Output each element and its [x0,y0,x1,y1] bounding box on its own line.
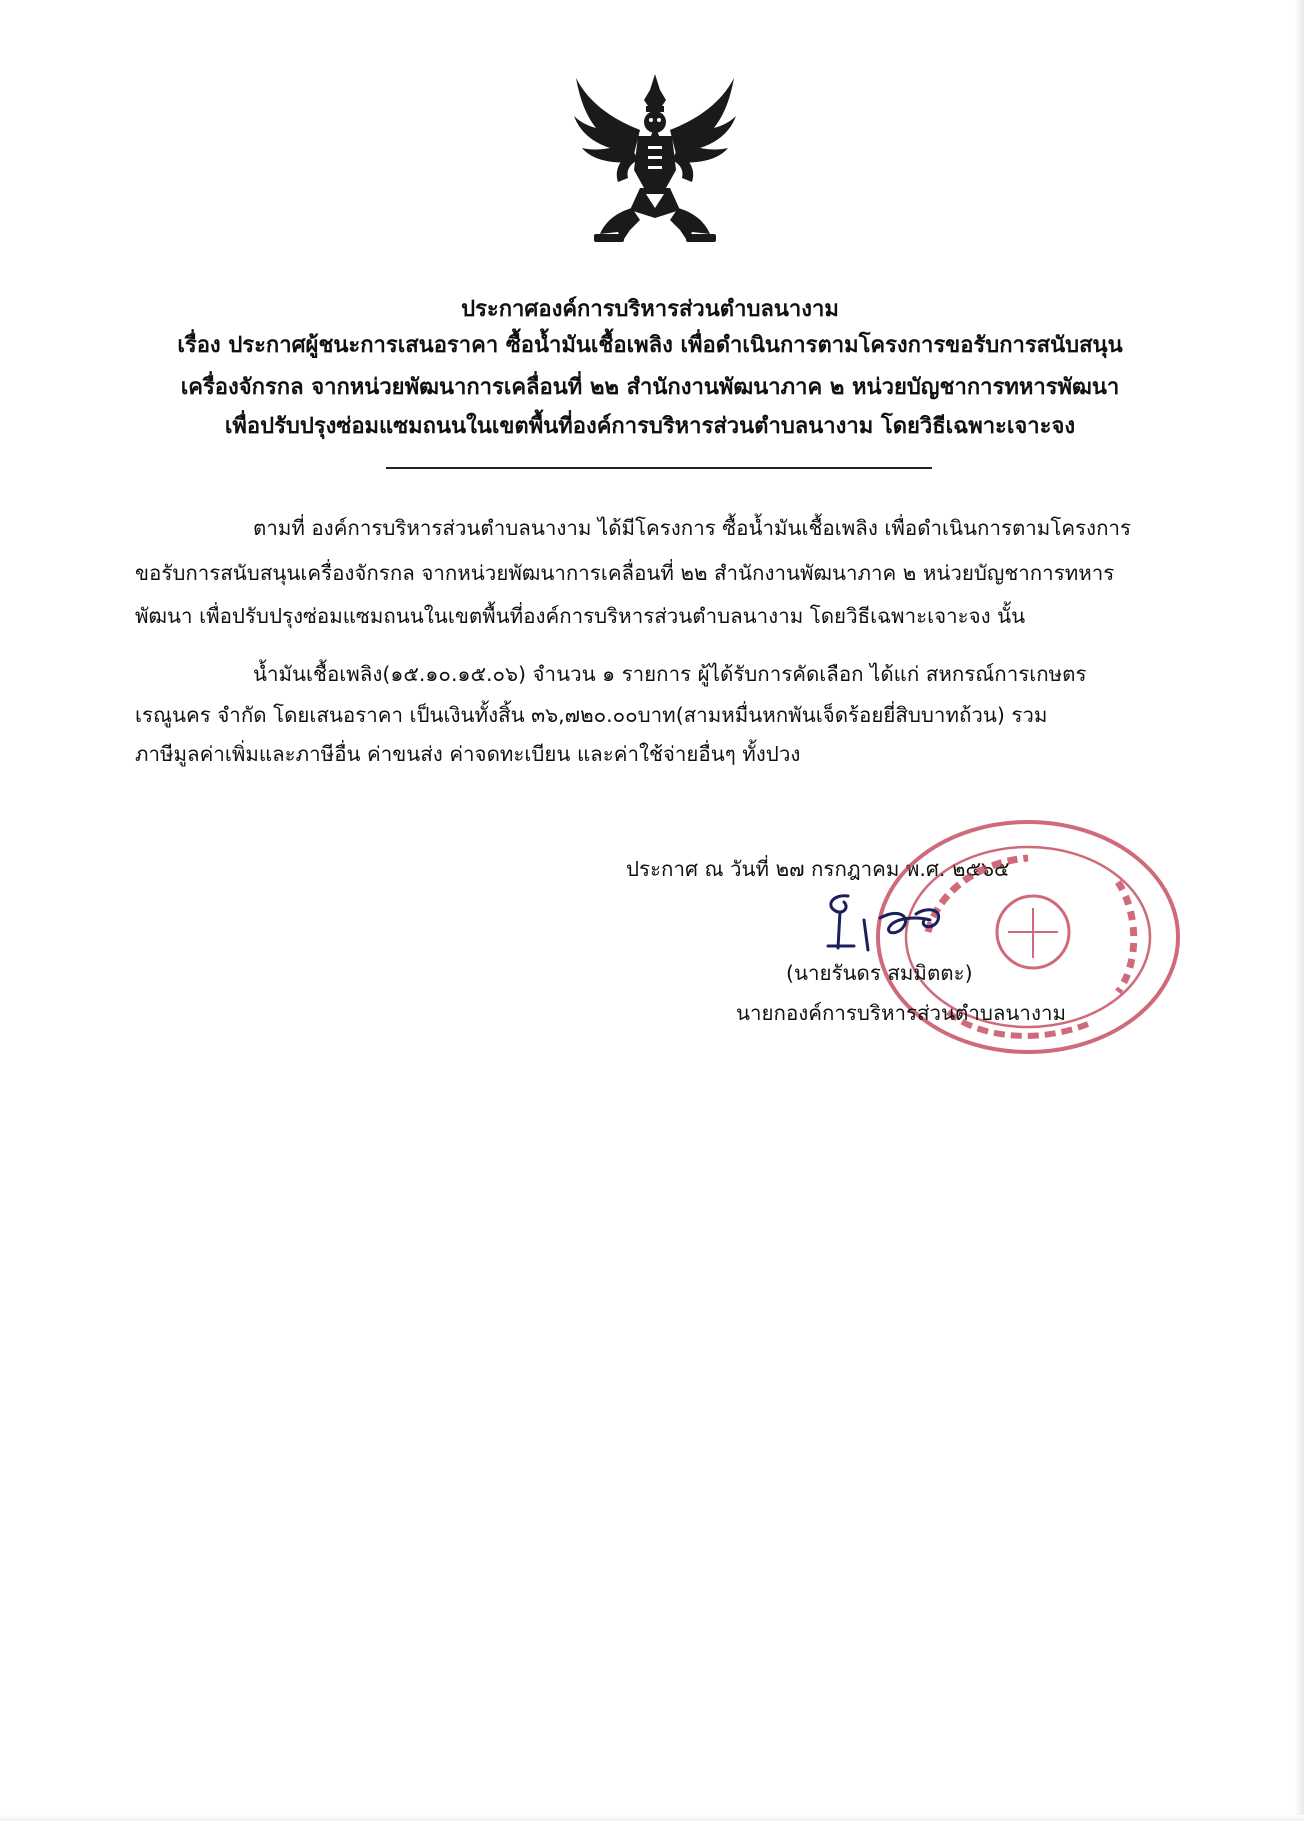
title-divider [386,467,932,469]
paragraph1-line1: ตามที่ องค์การบริหารส่วนตำบลนางาม ได้มีโครงการ ซื้อน้ำมันเชื้อเพลิง เพื่อดำเนินการตามโครงการ [253,516,1131,540]
paragraph2-line1: น้ำมันเชื้อเพลิง(๑๕.๑๐.๑๕.๐๖) จำนวน ๑ รายการ ผู้ได้รับการคัดเลือก ได้แก่ สหกรณ์การเกษตร [253,662,1087,686]
announcement-subject-line3: เพื่อปรับปรุงซ่อมแซมถนนในเขตพื้นที่องค์การบริหารส่วนตำบลนางาม โดยวิธีเฉพาะเจาะจง [224,414,1076,439]
page-edge-shadow [1294,0,1304,1821]
paragraph1-line2: ขอรับการสนับสนุนเครื่องจักรกล จากหน่วยพัฒนาการเคลื่อนที่ ๒๒ สำนักงานพัฒนาภาค ๒ หน่วยบัญชาการทหาร [135,561,1115,585]
announcement-date: ประกาศ ณ วันที่ ๒๗ กรกฎาคม พ.ศ. ๒๕๖๕ [626,857,1010,881]
paragraph1-line3: พัฒนา เพื่อปรับปรุงซ่อมแซมถนนในเขตพื้นที่องค์การบริหารส่วนตำบลนางาม โดยวิธีเฉพาะเจาะจง นั้น [135,604,1026,628]
garuda-emblem-icon [570,70,740,250]
signer-name: (นายรันดร สมมิตตะ) [786,961,973,985]
handwritten-signature-icon [820,890,950,960]
signer-title: นายกองค์การบริหารส่วนตำบลนางาม [736,1001,1066,1025]
announcement-subject-line2: เครื่องจักรกล จากหน่วยพัฒนาการเคลื่อนที่ ๒๒ สำนักงานพัฒนาภาค ๒ หน่วยบัญชาการทหารพัฒนา [180,375,1120,400]
paragraph2-line2: เรณูนคร จำกัด โดยเสนอราคา เป็นเงินทั้งสิ้น ๓๖,๗๒๐.๐๐บาท(สามหมื่นหกพันเจ็ดร้อยยี่สิบบาทถ้วน) รวม [135,703,1048,727]
announcement-title: ประกาศองค์การบริหารส่วนตำบลนางาม [461,297,839,322]
announcement-subject-line1: เรื่อง ประกาศผู้ชนะการเสนอราคา ซื้อน้ำมันเชื้อเพลิง เพื่อดำเนินการตามโครงการขอรับการสนับสนุน [177,333,1123,358]
paragraph2-line3: ภาษีมูลค่าเพิ่มและภาษีอื่น ค่าขนส่ง ค่าจดทะเบียน และค่าใช้จ่ายอื่นๆ ทั้งปวง [135,742,801,766]
page-bottom-shadow [0,1815,1304,1821]
